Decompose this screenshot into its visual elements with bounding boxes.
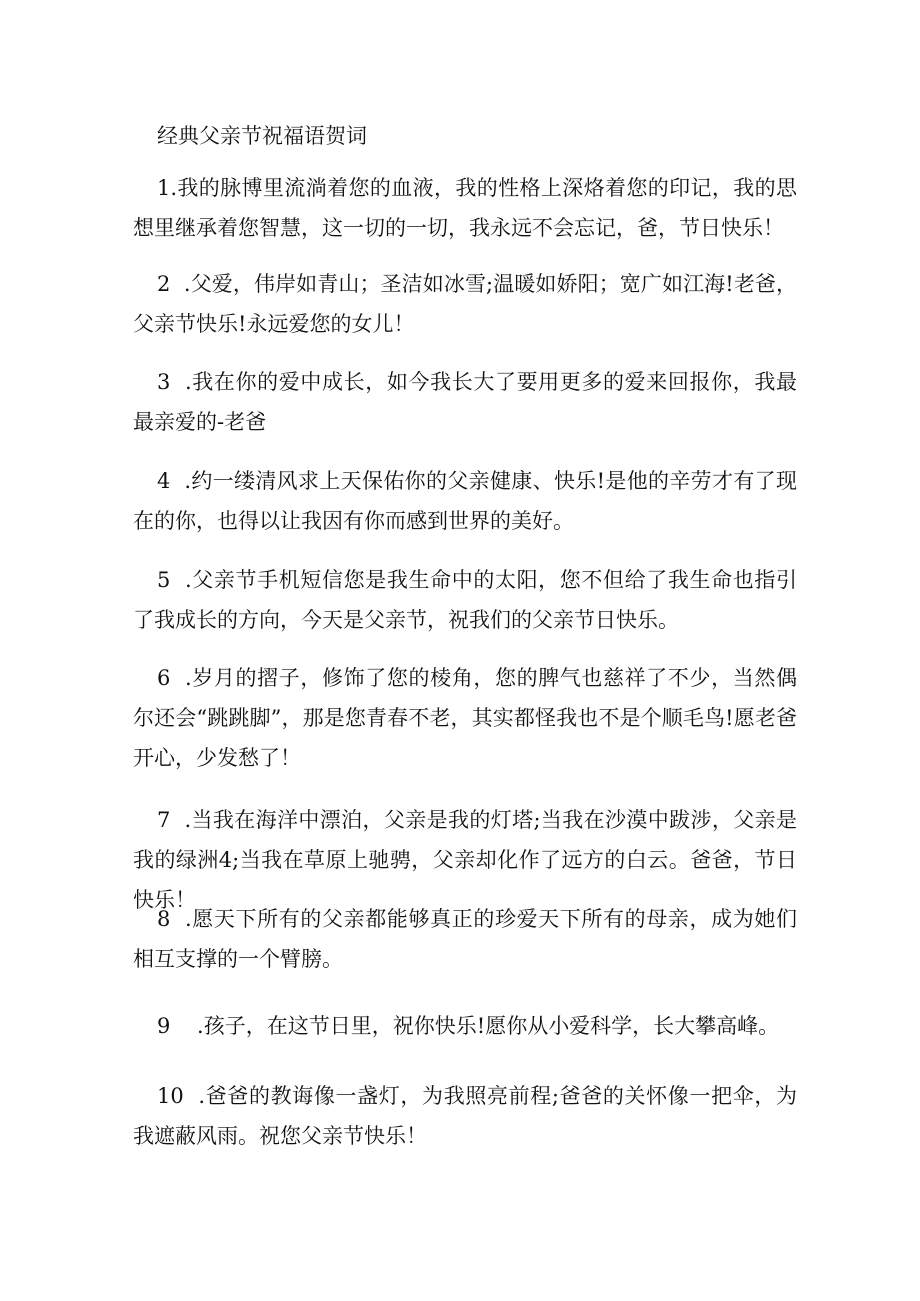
greeting-item-8 (133, 899, 797, 979)
item-text: 孩子，在这节日里，祝你快乐!愿你从小爱科学，长大攀高峰。 (203, 1014, 780, 1038)
item-number: 3 . (157, 370, 192, 394)
greeting-item-4 (133, 461, 797, 541)
item-number: 7 . (157, 808, 192, 832)
item-number: 1. (157, 176, 178, 200)
item-number: 6 . (157, 666, 192, 690)
item-number: 10 . (157, 1084, 206, 1108)
item-text: 我的脉博里流淌着您的血液，我的性格上深烙着您的印记，我的思想里继承着您智慧，这一切的一切，我永远不会忘记，爸，节日快乐！ (133, 176, 797, 240)
greeting-item-5 (133, 560, 797, 640)
item-text: 约一缕清风求上天保佑你的父亲健康、快乐!是他的辛劳才有了现在的你，也得以让我因有你而感到世界的美好。 (133, 469, 797, 533)
item-text: 父亲节手机短信您是我生命中的太阳，您不但给了我生命也指引了我成长的方向，今天是父亲节，祝我们的父亲节日快乐。 (133, 568, 798, 632)
document-title: 经典父亲节祝福语贺词 (157, 124, 367, 148)
item-number: 4 . (157, 469, 192, 493)
item-text: 爸爸的教诲像一盏灯，为我照亮前程;爸爸的关怀像一把伞，为我遮蔽风雨。祝您父亲节快乐！ (133, 1084, 797, 1148)
item-number: 8 . (157, 907, 192, 931)
item-text: 愿天下所有的父亲都能够真正的珍爱天下所有的母亲，成为她们相互支撑的一个臂膀。 (133, 907, 798, 971)
item-number: 2 . (157, 272, 191, 296)
item-text: 当我在海洋中漂泊，父亲是我的灯塔;当我在沙漠中跋涉，父亲是我的绿洲4;当我在草原上驰骋，父亲却化作了远方的白云。爸爸，节日快乐！ (133, 808, 798, 912)
greeting-item-2 (133, 264, 797, 344)
greeting-item-9 (133, 1006, 797, 1046)
greeting-item-3 (133, 362, 797, 442)
item-text: 父爱，伟岸如青山；圣洁如冰雪;温暖如娇阳；宽广如江海!老爸，父亲节快乐!永远爱您的女儿！ (133, 272, 798, 336)
greeting-item-6 (133, 658, 797, 778)
greeting-item-10 (133, 1076, 797, 1156)
item-text: 我在你的爱中成长，如今我长大了要用更多的爱来回报你，我最最亲爱的-老爸 (133, 370, 798, 434)
item-text: 岁月的摺子，修饰了您的棱角，您的脾气也慈祥了不少，当然偶尔还会“跳跳脚”，那是您青春不老，其实都怪我也不是个顺毛鸟!愿老爸开心，少发愁了！ (133, 666, 798, 770)
greeting-item-1 (133, 168, 797, 248)
item-number: 9 . (157, 1014, 204, 1038)
item-number: 5 . (157, 568, 192, 592)
